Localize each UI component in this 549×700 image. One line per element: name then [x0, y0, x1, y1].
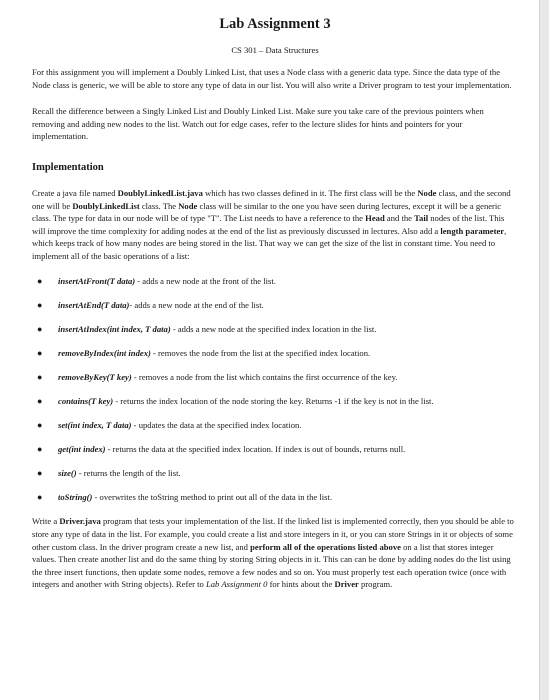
- lab-reference: Lab Assignment 0: [205, 579, 268, 590]
- operations-list: [32, 275, 518, 504]
- operation-description: - removes the node from the list at the specified index location.: [150, 347, 371, 358]
- operation-description: - updates the data at the specified index location.: [131, 420, 302, 431]
- implementation-heading: Implementation: [32, 161, 104, 173]
- operation-signature: toString(): [58, 492, 93, 503]
- operation-description: - adds a new node at the end of the list.: [129, 299, 264, 310]
- driver-text: on a list that stores integer values. Then create another list and do the same thing by storing String objects in it. This can can be done by adding nodes do the list using the three insert functions, then update some nodes, remove a few nodes and so on. You must properly test each operation twice (once with integers and another with String objects). Refer to: [32, 541, 511, 590]
- list-item: [32, 419, 518, 431]
- list-item: [32, 347, 518, 359]
- bullet-icon: ●: [37, 299, 43, 310]
- operation-description: - returns the data at the specified index location. If index is out of bounds, returns null.: [105, 444, 406, 455]
- impl-text: nodes of the list. This will improve the time complexity for adding nodes at the end of the list as previously discussed in lectures. Also add a: [32, 213, 505, 236]
- driver-text: program that tests your implementation of the list. If the linked list is implemented correctly, then you should be able to store any type of data in the list. For example, you could create a list and store integers in it, or you can store Strings in it or objects of some other custom class. In the driver program create a new list, and: [32, 516, 514, 552]
- impl-text: Create a java file named: [32, 187, 118, 198]
- bullet-icon: ●: [37, 347, 43, 358]
- driver-paragraph: [32, 515, 518, 591]
- operation-signature: insertAtFront(T data): [58, 275, 136, 286]
- driver-text: Write a: [32, 516, 60, 527]
- bullet-icon: ●: [37, 275, 43, 286]
- impl-head: Head: [365, 213, 385, 224]
- operation-signature: removeByKey(T key): [58, 371, 132, 382]
- vertical-scrollbar[interactable]: [539, 0, 549, 700]
- impl-length-parameter: length parameter: [440, 225, 505, 236]
- driver-emphasis: perform all of the operations listed above: [250, 541, 401, 552]
- driver-text: program.: [358, 579, 393, 590]
- operation-signature: set(int index, T data): [58, 420, 132, 431]
- operation-signature: insertAtIndex(int index, T data): [58, 323, 171, 334]
- bullet-icon: ●: [37, 420, 43, 431]
- driver-program-name: Driver: [334, 579, 359, 590]
- list-item: [32, 371, 518, 383]
- operation-description: - returns the length of the list.: [76, 468, 181, 479]
- impl-text: , which keeps track of how many nodes are being stored in the list. That way we can get the size of the list in constant time. You need to implement all of the basic operations of a list:: [32, 225, 507, 261]
- implementation-paragraph: [32, 187, 518, 263]
- operation-description: - overwrites the toString method to print out all of the data in the list.: [92, 492, 333, 503]
- impl-text: which has two classes defined in it. The first class will be the: [202, 187, 418, 198]
- document-body: [32, 14, 518, 591]
- operation-signature: insertAtEnd(T data): [58, 299, 130, 310]
- driver-file-name: Driver.java: [59, 516, 101, 527]
- bullet-icon: ●: [37, 492, 43, 503]
- list-item: [32, 395, 518, 407]
- list-item: [32, 323, 518, 335]
- operation-signature: get(int index): [58, 444, 106, 455]
- impl-text: class, and the second one will be: [32, 187, 511, 211]
- impl-tail: Tail: [414, 213, 429, 224]
- impl-dll-class: DoublyLinkedList: [72, 200, 140, 211]
- operation-signature: removeByIndex(int index): [58, 347, 151, 358]
- operation-description: - adds a new node at the specified index location in the list.: [170, 323, 377, 334]
- bullet-icon: ●: [37, 323, 43, 334]
- list-item: [32, 275, 518, 287]
- bullet-icon: ●: [37, 371, 43, 382]
- recall-paragraph: Recall the difference between a Singly Linked List and Doubly Linked List. Make sure you take care of the previous pointers when removing and adding new nodes to the list. Watch out for edge cases, refer to the lecture slides for hints and pointers for your implementation.: [32, 106, 484, 142]
- list-item: [32, 491, 518, 503]
- operation-signature: size(): [58, 468, 77, 479]
- course-subtitle: CS 301 – Data Structures: [231, 45, 319, 55]
- operation-signature: contains(T key): [58, 396, 114, 406]
- impl-text: class will be similar to the one you have seen during lectures, except it will be a generic class. The type for data in our node will be of type "T". The List needs to have a reference to the: [32, 200, 502, 224]
- driver-text: for hints about the: [267, 579, 335, 590]
- document-title: Lab Assignment 3: [219, 16, 331, 32]
- list-item: [32, 443, 518, 455]
- impl-file-name: DoublyLinkedList.java: [117, 187, 203, 198]
- operation-description: - returns the index location of the node storing the key. Returns -1 if the key is not in the list.: [113, 396, 434, 406]
- list-item: [32, 299, 518, 311]
- intro-paragraph: For this assignment you will implement a Doubly Linked List, that uses a Node class with a generic data type. Since the data type of the Node class is generic, we will be able to store any type of data in our list. You will also write a Driver program to test your implementation.: [32, 67, 512, 90]
- bullet-icon: ●: [37, 444, 43, 455]
- impl-text: and the: [384, 213, 415, 224]
- list-item: [32, 467, 518, 479]
- impl-node-class: Node: [178, 200, 198, 211]
- bullet-icon: ●: [37, 396, 43, 406]
- bullet-icon: ●: [37, 468, 43, 479]
- impl-text: class. The: [139, 200, 179, 211]
- impl-node-class: Node: [417, 187, 437, 198]
- operation-description: - adds a new node at the front of the list.: [135, 275, 276, 286]
- operation-description: - removes a node from the list which contains the first occurrence of the key.: [131, 371, 398, 382]
